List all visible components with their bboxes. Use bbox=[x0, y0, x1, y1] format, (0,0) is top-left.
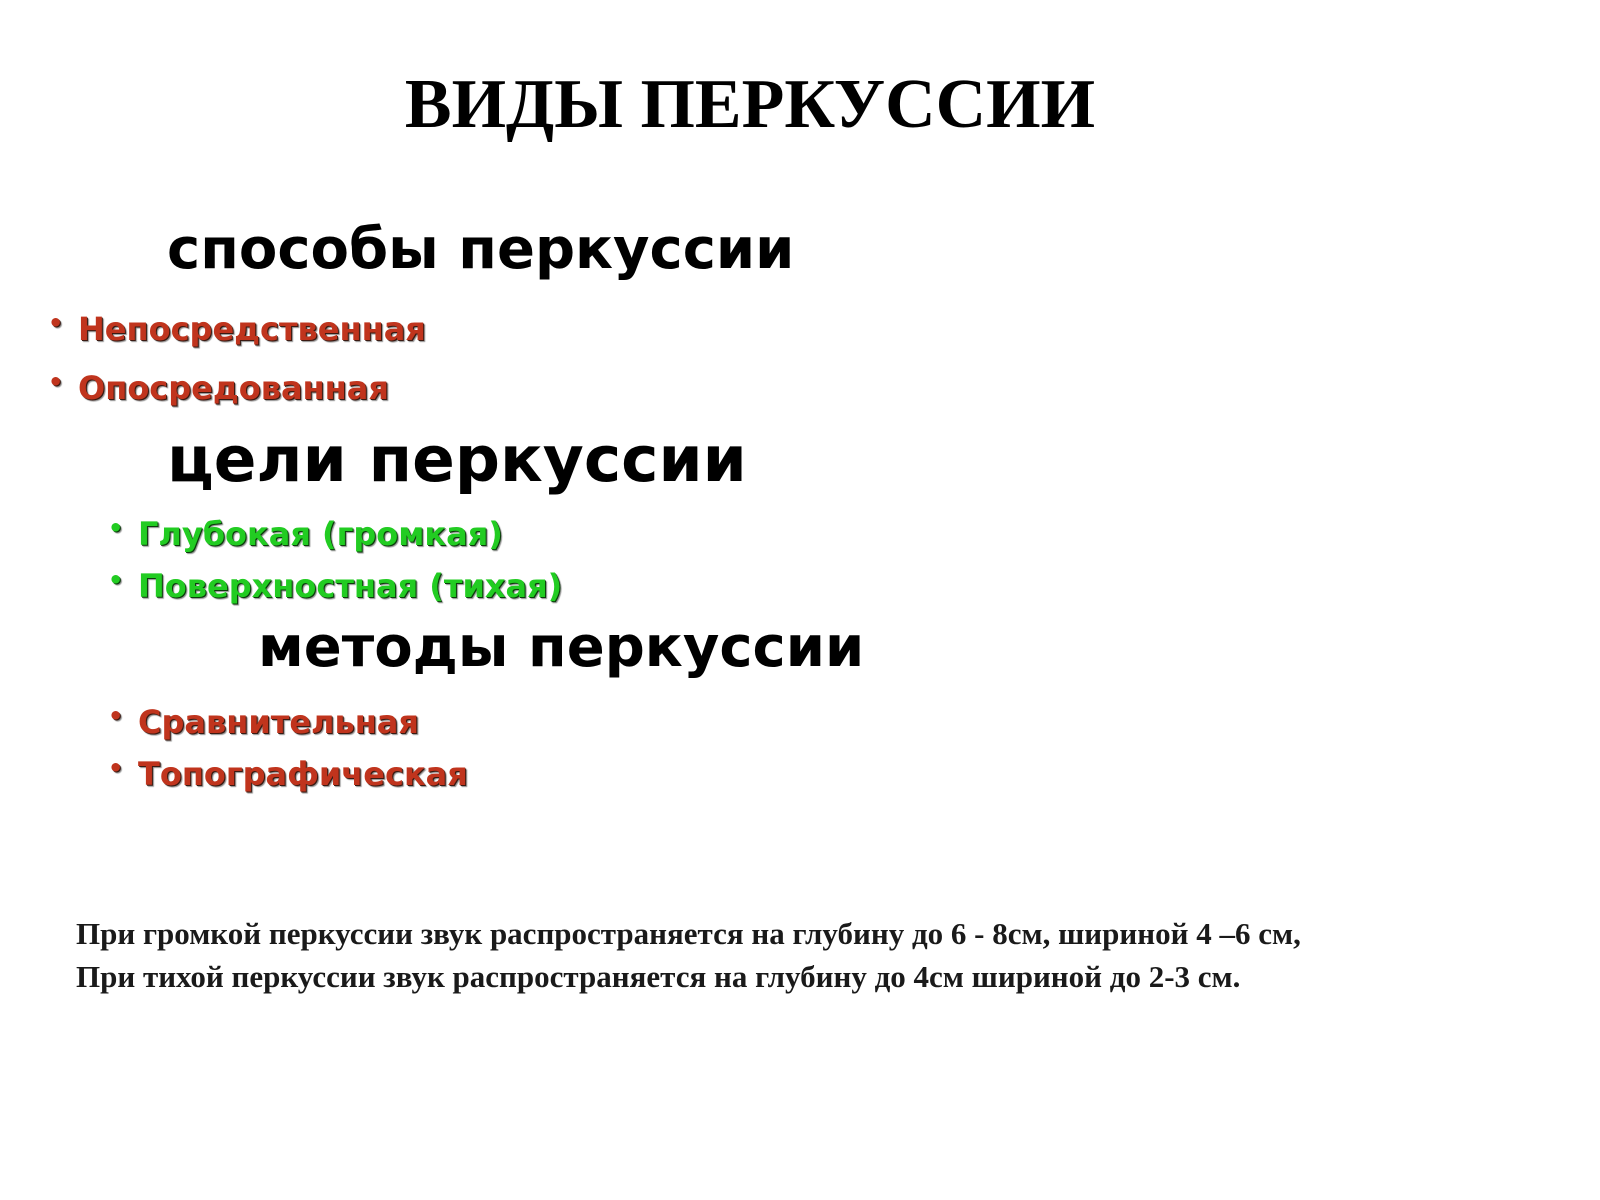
bullet-icon: • bbox=[108, 566, 124, 594]
list-item-label: Сравнительная bbox=[138, 703, 419, 741]
list-item-label: Топографическая bbox=[138, 755, 468, 793]
section-heading-goals: цели перкуссии bbox=[167, 423, 747, 496]
list-item bbox=[48, 309, 426, 348]
list-item-label: Опосредованная bbox=[78, 369, 389, 407]
bullet-icon: • bbox=[108, 754, 124, 782]
section-heading-methods: методы перкуссии bbox=[258, 615, 865, 680]
list-item bbox=[108, 702, 468, 741]
list-item bbox=[108, 566, 563, 605]
section-heading-ways: способы перкуссии bbox=[167, 217, 795, 282]
list-item-label: Непосредственная bbox=[78, 310, 426, 348]
bullet-icon: • bbox=[48, 368, 64, 396]
ways-list bbox=[48, 309, 426, 431]
bullet-icon: • bbox=[108, 514, 124, 542]
list-item bbox=[108, 754, 468, 793]
footnote-line-quiet: При тихой перкуссии звук распространяется на глубину до 4см шириной до 2-3 см. bbox=[76, 959, 1241, 994]
list-item bbox=[48, 368, 426, 407]
bullet-icon: • bbox=[108, 702, 124, 730]
goals-list bbox=[108, 514, 563, 622]
footnote bbox=[76, 912, 1301, 998]
methods-list bbox=[108, 702, 468, 810]
slide-title: ВИДЫ ПЕРКУССИИ bbox=[404, 66, 1096, 143]
list-item bbox=[108, 514, 562, 553]
list-item-label: Глубокая (громкая) bbox=[138, 515, 503, 553]
list-item-label: Поверхностная (тихая) bbox=[138, 567, 563, 605]
bullet-icon: • bbox=[48, 309, 64, 337]
footnote-line-loud: При громкой перкуссии звук распространяется на глубину до 6 - 8см, шириной 4 –6 см, bbox=[76, 916, 1301, 951]
